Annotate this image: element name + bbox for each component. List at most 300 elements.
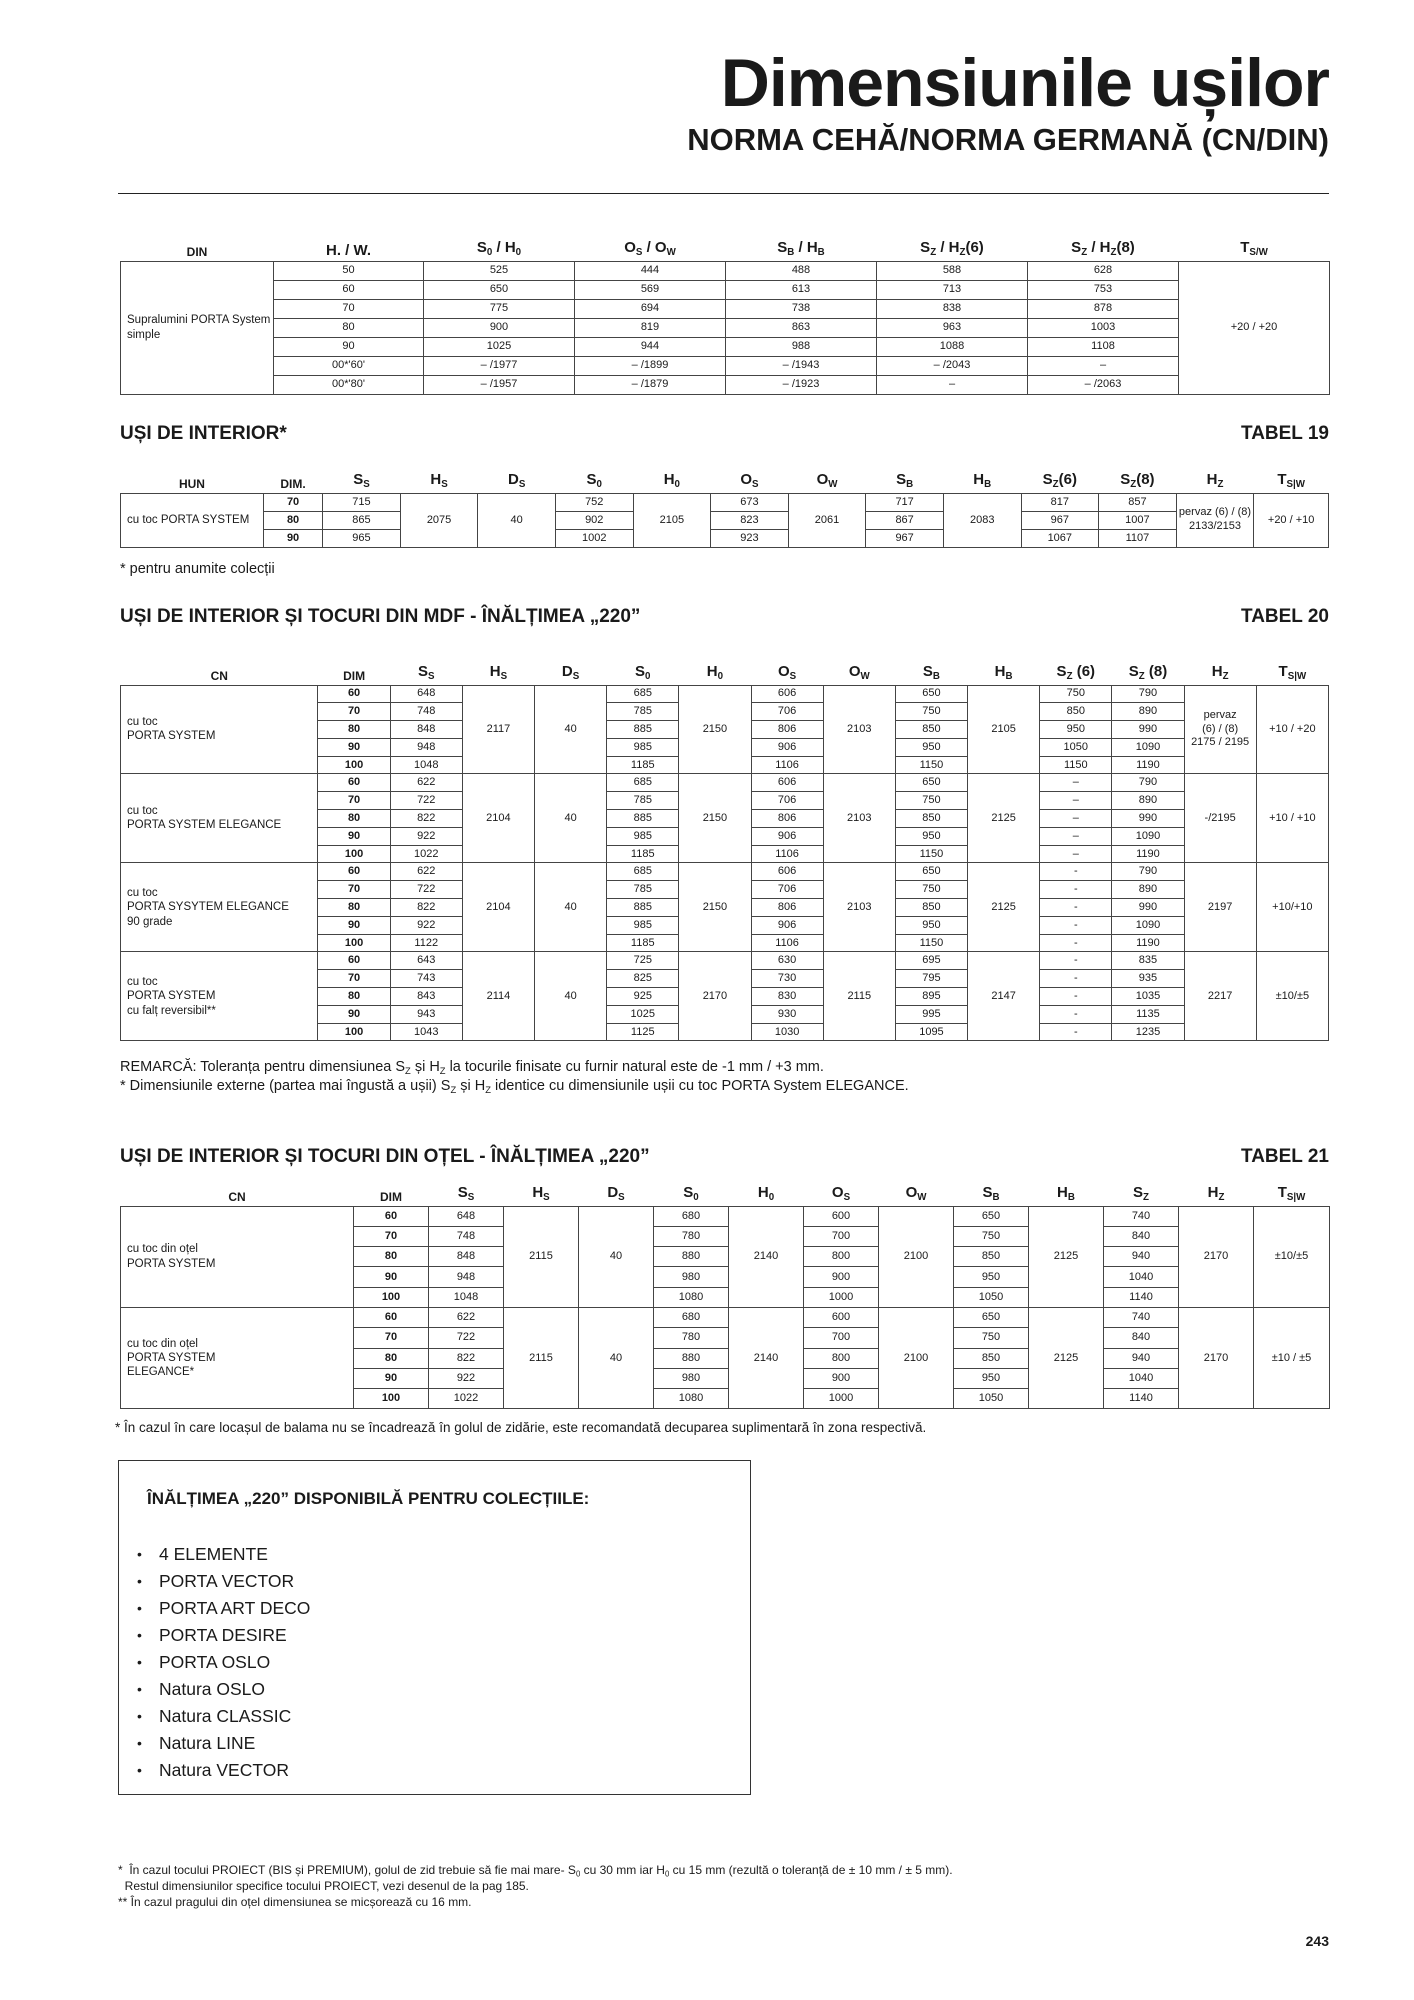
dim-cell: 80 — [263, 511, 322, 529]
table-cell: 835 — [1112, 952, 1184, 970]
dim-cell: 70 — [263, 493, 322, 511]
table-cell: 1003 — [1028, 318, 1179, 337]
table-cell: 922 — [429, 1368, 504, 1388]
table-din-supralumini — [120, 232, 1330, 395]
table-cell: 906 — [751, 827, 823, 845]
table-cell: 995 — [895, 1005, 967, 1023]
column-header: $S_Z$ (8) — [1128, 662, 1168, 682]
table-cell: 2150 — [679, 863, 751, 952]
table-cell: 950 — [954, 1267, 1029, 1287]
table-row — [121, 280, 1330, 299]
table-cell: 722 — [429, 1328, 504, 1348]
dim-cell: 70 — [354, 1328, 429, 1348]
table-cell: 1002 — [555, 529, 633, 547]
list-item: • PORTA DESIRE — [159, 1622, 310, 1649]
table-cell: – /1957 — [424, 375, 575, 394]
table-cell: 00*'60' — [274, 356, 424, 375]
table-cell: 2147 — [968, 952, 1040, 1041]
table-cell: 753 — [1028, 280, 1179, 299]
table-row — [121, 375, 1330, 394]
table-cell: 885 — [607, 810, 679, 828]
table-cell: 648 — [390, 685, 462, 703]
table-cell: 1050 — [954, 1389, 1029, 1409]
table-cell: – /1923 — [726, 375, 877, 394]
table-cell: 825 — [607, 970, 679, 988]
column-header: $O_W$ — [816, 470, 838, 490]
dim-cell: 60 — [318, 952, 390, 970]
table-cell: – — [1040, 827, 1112, 845]
dim-cell: 60 — [318, 774, 390, 792]
table-cell: 685 — [607, 685, 679, 703]
table-cell: – — [1040, 774, 1112, 792]
table-cell: 628 — [1028, 261, 1179, 280]
table-20 — [120, 656, 1329, 1041]
table-cell: 1190 — [1112, 756, 1184, 774]
table-cell: 795 — [895, 970, 967, 988]
column-header: DIM — [380, 1189, 402, 1204]
table-cell: 2100 — [879, 1307, 954, 1408]
table-cell: 750 — [1040, 685, 1112, 703]
table-cell: 2170 — [679, 952, 751, 1041]
table-cell: 650 — [954, 1206, 1029, 1226]
dim-cell: 70 — [318, 881, 390, 899]
column-header: $H_Z$ — [1206, 470, 1224, 490]
table-cell: 1000 — [804, 1287, 879, 1307]
table-cell: 80 — [274, 318, 424, 337]
table-cell: 985 — [607, 827, 679, 845]
table-cell: 790 — [1112, 774, 1184, 792]
table-cell: 1150 — [895, 845, 967, 863]
table-cell: 865 — [323, 511, 401, 529]
table-cell: 1190 — [1112, 934, 1184, 952]
table-cell: 2125 — [968, 863, 1040, 952]
table-cell: 40 — [535, 685, 607, 774]
tolerance-cell: +10/+10 — [1256, 863, 1328, 952]
table-cell: 990 — [1112, 721, 1184, 739]
dim-cell: 80 — [318, 810, 390, 828]
dim-cell: 90 — [318, 738, 390, 756]
table-cell: 850 — [895, 721, 967, 739]
list-item: • PORTA OSLO — [159, 1649, 310, 1676]
table-cell: 822 — [429, 1348, 504, 1368]
table-cell: 925 — [607, 988, 679, 1006]
table-cell: 730 — [751, 970, 823, 988]
table-cell: 780 — [654, 1328, 729, 1348]
table-cell: 1185 — [607, 756, 679, 774]
hz-cell: 2197 — [1184, 863, 1256, 952]
table-cell: 50 — [274, 261, 424, 280]
table-cell: 2075 — [400, 493, 478, 547]
table-cell: 2114 — [462, 952, 534, 1041]
tolerance-cell: ±10/±5 — [1256, 952, 1328, 1041]
table-cell: 1140 — [1104, 1389, 1179, 1409]
table-cell: 817 — [1021, 493, 1099, 511]
table-cell: 950 — [1040, 721, 1112, 739]
table-cell: 2115 — [823, 952, 895, 1041]
table-cell: 40 — [535, 774, 607, 863]
table-21-note: * În cazul în care locașul de balama nu se încadrează în golul de zidărie, este recomandată decuparea suplimentară în zona respectivă. — [115, 1420, 927, 1435]
list-item: • Natura LINE — [159, 1730, 310, 1757]
tolerance-cell: +20 / +10 — [1254, 493, 1329, 547]
table-cell: 822 — [390, 899, 462, 917]
table-cell: 643 — [390, 952, 462, 970]
table-cell: – /1943 — [726, 356, 877, 375]
column-header: CN — [210, 668, 228, 683]
table-cell: 840 — [1104, 1226, 1179, 1246]
column-header: $S_B / H_B$ — [777, 238, 825, 258]
table-cell: 750 — [954, 1328, 1029, 1348]
table-cell: 00*'80' — [274, 375, 424, 394]
column-header: $H_0$ — [663, 470, 680, 490]
table-cell: 1043 — [390, 1023, 462, 1041]
table-cell: 830 — [751, 988, 823, 1006]
column-header: $S_B$ — [922, 662, 940, 682]
dim-cell: 80 — [318, 899, 390, 917]
table-cell: 1040 — [1104, 1267, 1179, 1287]
table-cell: 715 — [323, 493, 401, 511]
column-header: $O_S / O_W$ — [624, 238, 676, 258]
dim-cell: 80 — [318, 988, 390, 1006]
dim-cell: 100 — [318, 1023, 390, 1041]
table-cell: 1090 — [1112, 738, 1184, 756]
table-cell: 650 — [424, 280, 575, 299]
table-cell: 706 — [751, 792, 823, 810]
table-cell: 790 — [1112, 685, 1184, 703]
table-cell: 622 — [390, 863, 462, 881]
table-cell: 800 — [804, 1348, 879, 1368]
column-header: $H_S$ — [489, 662, 508, 682]
column-header: $O_W$ — [905, 1183, 927, 1203]
column-header: $S_Z / H_Z(8)$ — [1071, 238, 1135, 258]
table-cell: 806 — [751, 810, 823, 828]
tolerance-cell: ±10/±5 — [1254, 1206, 1330, 1307]
table-cell: 750 — [954, 1226, 1029, 1246]
table-cell: 906 — [751, 738, 823, 756]
table-cell: 950 — [895, 738, 967, 756]
column-header: CN — [228, 1189, 246, 1204]
tolerance-cell: +10 / +10 — [1256, 774, 1328, 863]
row-label: cu toc din oțel PORTA SYSTEM ELEGANCE* — [121, 1307, 354, 1408]
column-header: $H_0$ — [706, 662, 724, 682]
table-cell: – — [1028, 356, 1179, 375]
table-cell: 738 — [726, 299, 877, 318]
table-cell: 880 — [654, 1348, 729, 1368]
dim-cell: 70 — [354, 1226, 429, 1246]
table-cell: 2061 — [788, 493, 866, 547]
table-cell: 2150 — [679, 685, 751, 774]
list-item: • 4 ELEMENTE — [159, 1541, 310, 1568]
table-cell: 40 — [535, 863, 607, 952]
table-cell: 2105 — [968, 685, 1040, 774]
table-cell: 922 — [390, 916, 462, 934]
table-cell: 1185 — [607, 845, 679, 863]
hz-cell: -/2195 — [1184, 774, 1256, 863]
table-cell: 725 — [607, 952, 679, 970]
table-cell: 1050 — [954, 1287, 1029, 1307]
dim-cell: 70 — [318, 703, 390, 721]
table-cell: 1088 — [877, 337, 1028, 356]
table-row — [121, 863, 1329, 881]
column-header: $S_Z(8)$ — [1120, 470, 1155, 490]
page-subtitle: NORMA CEHĂ/NORMA GERMANĂ (CN/DIN) — [687, 122, 1329, 157]
table-cell: - — [1040, 916, 1112, 934]
table-cell: – — [877, 375, 1028, 394]
table-cell: 40 — [535, 952, 607, 1041]
table-cell: 867 — [866, 511, 944, 529]
table-cell: 2140 — [729, 1307, 804, 1408]
list-item: • Natura CLASSIC — [159, 1703, 310, 1730]
column-header: $O_W$ — [848, 662, 870, 682]
table-cell: - — [1040, 863, 1112, 881]
column-header: $S_0$ — [586, 470, 602, 490]
row-label: cu toc PORTA SYSTEM ELEGANCE — [121, 774, 318, 863]
dim-cell: 90 — [318, 916, 390, 934]
dim-cell: 70 — [318, 970, 390, 988]
table-cell: 700 — [804, 1226, 879, 1246]
table-cell: 967 — [1021, 511, 1099, 529]
table-cell: 2104 — [462, 863, 534, 952]
table-cell: 648 — [429, 1206, 504, 1226]
table-cell: 1025 — [424, 337, 575, 356]
table-row — [121, 774, 1329, 792]
table-cell: 488 — [726, 261, 877, 280]
table-cell: 40 — [579, 1307, 654, 1408]
table-row — [121, 318, 1330, 337]
table-cell: 1048 — [390, 756, 462, 774]
column-header: $H_0$ — [757, 1183, 775, 1203]
table-cell: 948 — [429, 1267, 504, 1287]
column-header: $T_{S/W}$ — [1240, 238, 1268, 258]
table-cell: 722 — [390, 881, 462, 899]
table-cell: 1048 — [429, 1287, 504, 1307]
table-cell: 775 — [424, 299, 575, 318]
table-cell: 785 — [607, 792, 679, 810]
table-cell: 940 — [1104, 1348, 1179, 1368]
table-cell: 885 — [607, 899, 679, 917]
table-cell: 857 — [1099, 493, 1177, 511]
collections-list — [137, 1541, 310, 1784]
table-cell: 900 — [804, 1267, 879, 1287]
table-cell: 985 — [607, 738, 679, 756]
table-19 — [120, 467, 1329, 548]
table-cell: 950 — [954, 1368, 1029, 1388]
table-cell: 2125 — [1029, 1206, 1104, 1307]
table-cell: 673 — [711, 493, 789, 511]
table-row — [121, 299, 1330, 318]
table-cell: 848 — [429, 1247, 504, 1267]
column-header: $H_Z$ — [1207, 1183, 1225, 1203]
column-header: DIN — [186, 244, 208, 259]
dim-cell: 90 — [318, 827, 390, 845]
table-cell: 600 — [804, 1307, 879, 1327]
table-row — [121, 261, 1330, 280]
table-cell: 630 — [751, 952, 823, 970]
table-cell: - — [1040, 881, 1112, 899]
table-cell: 1185 — [607, 934, 679, 952]
table-cell: 943 — [390, 1005, 462, 1023]
table-cell: 900 — [804, 1368, 879, 1388]
table-cell: 838 — [877, 299, 1028, 318]
table-cell: 863 — [726, 318, 877, 337]
table-cell: - — [1040, 1005, 1112, 1023]
page-number: 243 — [1305, 1933, 1329, 1949]
table-19-note: * pentru anumite colecții — [120, 561, 275, 577]
dim-cell: 90 — [354, 1368, 429, 1388]
table-cell: 985 — [607, 916, 679, 934]
table-cell: 822 — [390, 810, 462, 828]
row-label: Supralumini PORTA System simple — [121, 261, 274, 394]
table-cell: 40 — [579, 1206, 654, 1307]
table-cell: 606 — [751, 685, 823, 703]
table-cell: 850 — [895, 810, 967, 828]
dim-cell: 100 — [318, 934, 390, 952]
dim-cell: 80 — [354, 1348, 429, 1368]
column-header: $O_S$ — [778, 662, 797, 682]
column-header: $S_0 / H_0$ — [476, 238, 522, 258]
column-header: $S_S$ — [353, 470, 370, 490]
table-cell: 588 — [877, 261, 1028, 280]
table-cell: 935 — [1112, 970, 1184, 988]
table-cell: – — [1040, 845, 1112, 863]
table-cell: 685 — [607, 863, 679, 881]
table-20-remark: REMARCĂ: Toleranța pentru dimensiunea $S_Z$ și $H_Z$ la tocurile finisate cu furnir natural este de -1 mm / +3 mm. — [120, 1059, 824, 1076]
table-row — [121, 493, 1329, 511]
table-cell: 990 — [1112, 899, 1184, 917]
table-cell: 950 — [895, 827, 967, 845]
column-header: HUN — [178, 476, 205, 491]
table-cell: 2115 — [504, 1206, 579, 1307]
section-title-otel: UȘI DE INTERIOR ȘI TOCURI DIN OȚEL - ÎNĂLȚIMEA „220” — [120, 1146, 650, 1167]
table-cell: 878 — [1028, 299, 1179, 318]
list-item: • Natura VECTOR — [159, 1757, 310, 1784]
table-cell: 806 — [751, 721, 823, 739]
table-row — [121, 1206, 1330, 1226]
table-cell: 1235 — [1112, 1023, 1184, 1041]
table-cell: 885 — [607, 721, 679, 739]
column-header: DIM. — [280, 476, 306, 491]
table-cell: 685 — [607, 774, 679, 792]
table-cell: 706 — [751, 703, 823, 721]
table-cell: 90 — [274, 337, 424, 356]
table-cell: 1125 — [607, 1023, 679, 1041]
table-cell: 967 — [866, 529, 944, 547]
table-cell: 944 — [575, 337, 726, 356]
list-item: • Natura OSLO — [159, 1676, 310, 1703]
table-cell: 965 — [323, 529, 401, 547]
dim-cell: 100 — [318, 845, 390, 863]
table-cell: 525 — [424, 261, 575, 280]
table-cell: 1007 — [1099, 511, 1177, 529]
table-cell: 1150 — [1040, 756, 1112, 774]
table-cell: 819 — [575, 318, 726, 337]
table-cell: - — [1040, 934, 1112, 952]
table-cell: 1108 — [1028, 337, 1179, 356]
table-cell: 680 — [654, 1307, 729, 1327]
table-row — [121, 1307, 1330, 1327]
table-cell: 922 — [390, 827, 462, 845]
table-cell: 60 — [274, 280, 424, 299]
table-cell: 1106 — [751, 756, 823, 774]
dim-cell: 60 — [318, 685, 390, 703]
table-cell: – — [1040, 792, 1112, 810]
table-cell: 848 — [390, 721, 462, 739]
table-cell: 2140 — [729, 1206, 804, 1307]
table-20-note: * Dimensiunile externe (partea mai îngustă a ușii) $S_Z$ și $H_Z$ identice cu dimensiunile ușii cu toc PORTA System ELEGANCE. — [120, 1078, 909, 1095]
table-cell: 1107 — [1099, 529, 1177, 547]
column-header: $H_B$ — [994, 662, 1013, 682]
table-cell: 1035 — [1112, 988, 1184, 1006]
table-cell: 895 — [895, 988, 967, 1006]
column-header: $S_S$ — [417, 662, 435, 682]
column-header: $S_B$ — [982, 1183, 1000, 1203]
tolerance-cell: +10 / +20 — [1256, 685, 1328, 774]
row-label: cu toc PORTA SYSTEM cu falț reversibil** — [121, 952, 318, 1041]
table-cell: 1022 — [429, 1389, 504, 1409]
table-cell: 1080 — [654, 1389, 729, 1409]
table-cell: 780 — [654, 1226, 729, 1246]
table-cell: 1122 — [390, 934, 462, 952]
table-cell: 950 — [895, 916, 967, 934]
column-header: $D_S$ — [607, 1183, 625, 1203]
table-cell: 706 — [751, 881, 823, 899]
column-header: $H_Z$ — [1211, 662, 1229, 682]
table-cell: 980 — [654, 1267, 729, 1287]
row-label: cu toc din oțel PORTA SYSTEM — [121, 1206, 354, 1307]
table-cell: 1095 — [895, 1023, 967, 1041]
table-cell: 806 — [751, 899, 823, 917]
dim-cell: 100 — [354, 1287, 429, 1307]
table-cell: – /1977 — [424, 356, 575, 375]
table-cell: - — [1040, 899, 1112, 917]
table-cell: 2103 — [823, 685, 895, 774]
table-cell: – — [1040, 810, 1112, 828]
table-cell: 613 — [726, 280, 877, 299]
table-cell: 850 — [1040, 703, 1112, 721]
table-cell: 1090 — [1112, 916, 1184, 934]
table-cell: 444 — [575, 261, 726, 280]
table-row — [121, 511, 1329, 529]
footnote-2: Restul dimensiunilor specifice tocului PROIECT, vezi desenul de la pag 185. — [118, 1879, 529, 1893]
table-21 — [120, 1180, 1330, 1409]
table-cell: 1135 — [1112, 1005, 1184, 1023]
table-cell: 990 — [1112, 810, 1184, 828]
table-cell: 717 — [866, 493, 944, 511]
table-cell: 890 — [1112, 703, 1184, 721]
table-cell: 680 — [654, 1206, 729, 1226]
table-row — [121, 529, 1329, 547]
column-header: $T_{S|W}$ — [1277, 470, 1305, 490]
table-cell: 850 — [954, 1348, 1029, 1368]
hz-cell: 2170 — [1179, 1307, 1254, 1408]
table-cell: 890 — [1112, 881, 1184, 899]
table-cell: 700 — [804, 1328, 879, 1348]
hz-cell: 2170 — [1179, 1206, 1254, 1307]
table-cell: – /1879 — [575, 375, 726, 394]
table-cell: 900 — [424, 318, 575, 337]
table-cell: 1050 — [1040, 738, 1112, 756]
hz-cell: 2217 — [1184, 952, 1256, 1041]
table-cell: 1150 — [895, 756, 967, 774]
column-header: $S_Z$ (6) — [1056, 662, 1096, 682]
list-item: • PORTA VECTOR — [159, 1568, 310, 1595]
section-title-mdf: UȘI DE INTERIOR ȘI TOCURI DIN MDF - ÎNĂLȚIMEA „220” — [120, 606, 641, 627]
table-cell: 2125 — [968, 774, 1040, 863]
row-label: cu toc PORTA SYSTEM — [121, 685, 318, 774]
table-cell: 650 — [895, 774, 967, 792]
table-cell: 569 — [575, 280, 726, 299]
table-cell: 622 — [429, 1307, 504, 1327]
table-cell: 740 — [1104, 1307, 1179, 1327]
